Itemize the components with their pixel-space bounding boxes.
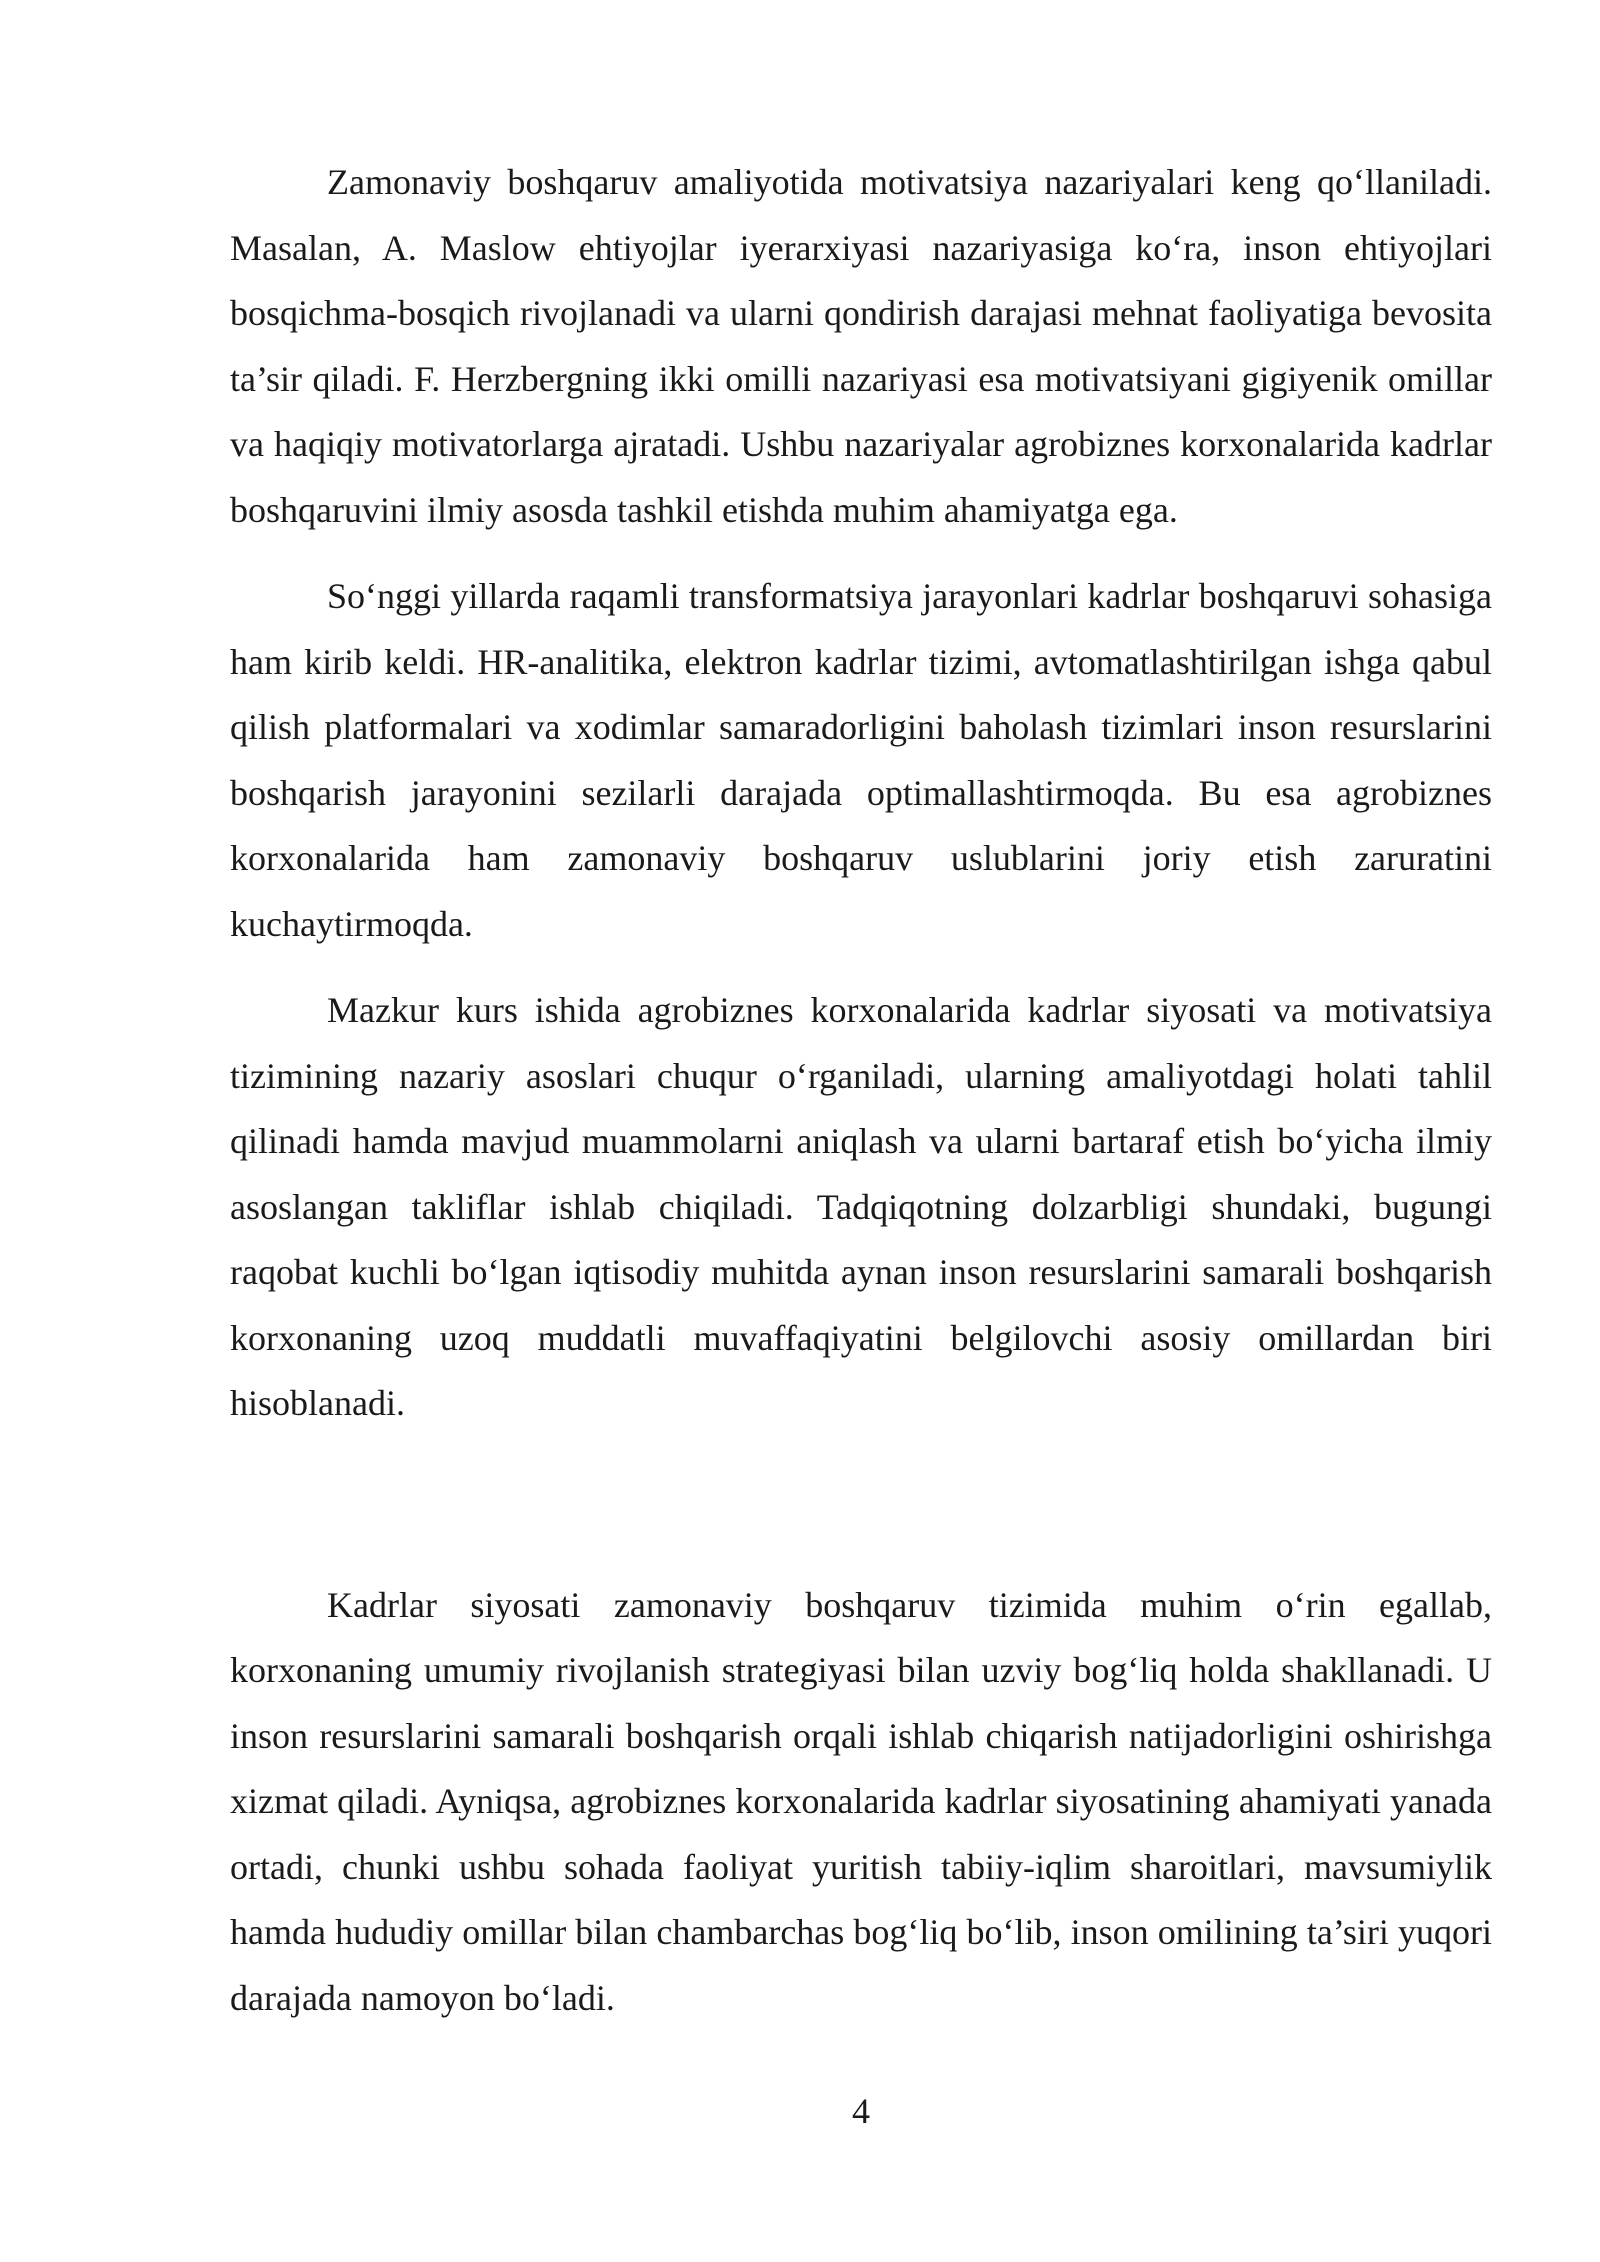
paragraph-course-work-relevance: Mazkur kurs ishida agrobiznes korxonalarida kadrlar siyosati va motivatsiya tizimining nazariy asoslari chuqur o‘rganiladi, ularning amaliyotdagi holati tahlil qilinadi hamda mavjud muammolarni aniqlash va ularni bartaraf etish bo‘yicha ilmiy asoslangan takliflar ishlab chiqiladi. Tadqiqotning dolzarbligi shundaki, bugungi raqobat kuchli bo‘lgan iqtisodiy muhitda aynan inson resurslarini samarali boshqarish korxonaning uzoq muddatli muvaffaqiyatini belgilovchi asosiy omillardan biri hisoblanadi. xyxy=(230,990,1492,1423)
paragraph-personnel-policy: Kadrlar siyosati zamonaviy boshqaruv tizimida muhim o‘rin egallab, korxonaning umumiy rivojlanish strategiyasi bilan uzviy bog‘liq holda shakllanadi. U inson resurslarini samarali boshqarish orqali ishlab chiqarish natijadorligini oshirishga xizmat qiladi. Ayniqsa, agrobiznes korxonalarida kadrlar siyosatining ahamiyati yanada ortadi, chunki ushbu sohada faoliyat yuritish tabiiy-iqlim sharoitlari, mavsumiylik hamda hududiy omillar bilan chambarchas bog‘liq bo‘lib, inson omilining ta’siri yuqori darajada namoyon bo‘ladi. xyxy=(230,1584,1492,2018)
page-number: 4 xyxy=(852,2091,870,2131)
document-page xyxy=(230,150,1492,2031)
paragraph-motivation-theories: Zamonaviy boshqaruv amaliyotida motivatsiya nazariyalari keng qo‘llaniladi. Masalan, A. Maslow ehtiyojlar iyerarxiyasi nazariyasiga ko‘ra, inson ehtiyojlari bosqichma-bosqich rivojlanadi va ularni qondirish darajasi mehnat faoliyatiga bevosita ta’sir qiladi. F. Herzbergning ikki omilli nazariyasi esa motivatsiyani gigiyenik omillar va haqiqiy motivatorlarga ajratadi. Ushbu nazariyalar agrobiznes korxonalarida kadrlar boshqaruvini ilmiy asosda tashkil etishda muhim ahamiyatga ega. xyxy=(230,162,1492,530)
paragraph-digital-transformation: So‘nggi yillarda raqamli transformatsiya jarayonlari kadrlar boshqaruvi sohasiga ham kirib keldi. HR-analitika, elektron kadrlar tizimi, avtomatlashtirilgan ishga qabul qilish platformalari va xodimlar samaradorligini baholash tizimlari inson resurslarini boshqarish jarayonini sezilarli darajada optimallashtirmoqda. Bu esa agrobiznes korxonalarida ham zamonaviy boshqaruv uslublarini joriy etish zaruratini kuchaytirmoqda. xyxy=(230,576,1492,944)
